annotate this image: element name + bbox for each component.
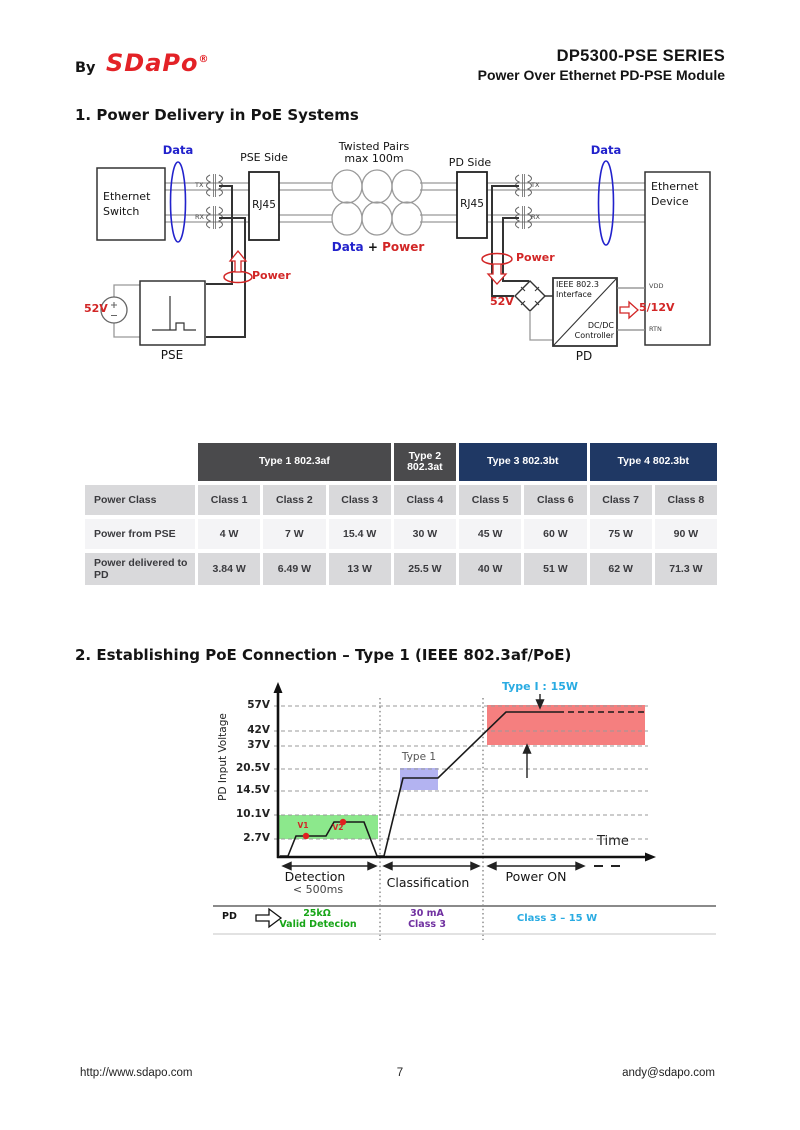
ethernet-switch-label <box>103 189 150 219</box>
power-label-right: Power <box>516 251 555 264</box>
table-row-label: Power from PSE <box>85 519 195 549</box>
y-tick-37v: 37V <box>247 739 270 751</box>
pd-power-state: Class 3 – 15 W <box>516 913 598 924</box>
ieee-interface-label <box>556 280 599 299</box>
twisted-pairs-label: Twisted Pairs <box>338 140 410 153</box>
power-ellipse-right <box>482 254 512 265</box>
table-cell: 30 W <box>394 519 456 549</box>
type-power-band-label: Type I : 15W <box>501 680 579 693</box>
y-tick-57v: 57V <box>247 699 270 711</box>
table-cell: 25.5 W <box>394 553 456 585</box>
rx-label-right: RX <box>531 213 540 221</box>
data-label-left: Data <box>162 143 194 157</box>
power-ellipse-left <box>224 272 252 283</box>
pd-class-name: Class 3 <box>408 919 446 930</box>
pd-arrow-icon <box>256 909 281 927</box>
dcdc-controller-label <box>566 321 614 340</box>
tx-label-left: TX <box>195 181 204 189</box>
ethernet-device-label <box>651 179 698 209</box>
ieee-line2: Interface <box>556 289 592 299</box>
pd-class-current: 30 mA <box>410 908 444 919</box>
y-tick-14-5v: 14.5V <box>235 784 270 796</box>
table-cell: Class 3 <box>329 485 391 515</box>
table-cell: 13 W <box>329 553 391 585</box>
pd-row-label: PD <box>222 911 237 922</box>
table-cell: 71.3 W <box>655 553 717 585</box>
marker-v2-label: V2 <box>332 823 344 832</box>
52v-label-right: 52V <box>490 295 514 308</box>
type2-header <box>394 443 456 481</box>
type3-header: Type 3 802.3bt <box>459 443 587 481</box>
y-tick-10-1v: 10.1V <box>235 808 270 820</box>
table-cell: Class 5 <box>459 485 521 515</box>
ethernet-device-line1: Ethernet <box>651 180 699 193</box>
table-cell: 4 W <box>198 519 260 549</box>
type2-header-line1: Type 2 <box>408 449 442 462</box>
phase-power-on-label: Power ON <box>505 869 567 884</box>
rx-label-left: RX <box>195 213 204 221</box>
tx-label-right: TX <box>531 181 540 189</box>
data-plus-power-label <box>332 241 425 254</box>
data-ellipse-right <box>599 161 614 245</box>
y-tick-2-7v: 2.7V <box>243 832 270 844</box>
table-cell: 7 W <box>263 519 325 549</box>
table-cell: 45 W <box>459 519 521 549</box>
marker-v1-label: V1 <box>297 821 309 830</box>
output-arrow-icon <box>620 302 638 318</box>
brand-text: SDaPo <box>106 49 199 77</box>
power-label-left: Power <box>252 269 291 282</box>
dcdc-line1: DC/DC <box>587 321 614 330</box>
power-class-table <box>85 443 717 585</box>
by-label: By <box>75 60 96 76</box>
max-100m-label: max 100m <box>344 152 404 165</box>
footer-email: andy@sdapo.com <box>622 1067 715 1079</box>
table-row-label: Power delivered to PD <box>85 553 195 585</box>
table-cell: 3.84 W <box>198 553 260 585</box>
marker-v1-dot <box>303 833 309 839</box>
type4-header: Type 4 802.3bt <box>590 443 718 481</box>
band-classification <box>400 768 438 790</box>
phase-detection-label: Detection <box>284 869 346 884</box>
table-cell: 60 W <box>524 519 586 549</box>
table-cell: 15.4 W <box>329 519 391 549</box>
ethernet-switch-line1: Ethernet <box>103 190 151 203</box>
table-cell: Class 4 <box>394 485 456 515</box>
table-cell: Class 2 <box>263 485 325 515</box>
type1-header: Type 1 802.3af <box>198 443 391 481</box>
phase-detection-note: < 500ms <box>292 883 344 896</box>
pd-label: PD <box>575 349 593 363</box>
table-row-label: Power Class <box>85 485 195 515</box>
section1-title: 1. Power Delivery in PoE Systems <box>75 106 359 124</box>
bridge-rectifier <box>515 281 553 340</box>
table-cell: 6.49 W <box>263 553 325 585</box>
output-voltage-label: 5/12V <box>639 301 675 314</box>
y-axis-label: PD Input Voltage <box>217 713 230 801</box>
twisted-pairs <box>332 170 422 235</box>
pd-detection-note: Valid Detecion <box>279 919 357 930</box>
pd-detection-value: 25kΩ <box>303 908 331 919</box>
y-tick-42v: 42V <box>247 724 270 736</box>
doc-title: DP5300-PSE SERIES <box>556 47 725 65</box>
dpp-plus: + <box>363 240 383 254</box>
rj45-right-label: RJ45 <box>460 198 484 210</box>
footer-url: http://www.sdapo.com <box>80 1067 193 1079</box>
section2-title: 2. Establishing PoE Connection – Type 1 (IEEE 802.3af/PoE) <box>75 646 572 664</box>
table-cell: 62 W <box>590 553 652 585</box>
rj45-left-label: RJ45 <box>252 199 276 211</box>
table-cell: 40 W <box>459 553 521 585</box>
pse-label: PSE <box>160 348 184 362</box>
dpp-data: Data <box>331 240 364 254</box>
band-detection <box>279 815 378 839</box>
table-cell: Class 6 <box>524 485 586 515</box>
data-label-right: Data <box>590 143 622 157</box>
table-corner-spacer <box>85 443 195 481</box>
pse-box <box>140 281 205 345</box>
table-cell: Class 8 <box>655 485 717 515</box>
phase-classification-label: Classification <box>386 875 470 890</box>
table-cell: 75 W <box>590 519 652 549</box>
table-cell: 51 W <box>524 553 586 585</box>
poe-chart <box>213 682 716 940</box>
type1-band-label: Type 1 <box>401 751 437 763</box>
x-axis-label: Time <box>597 834 629 849</box>
y-axis-arrowhead <box>274 682 283 693</box>
registered-mark: ® <box>198 54 210 65</box>
data-ellipse-left <box>171 162 186 242</box>
table-cell: 90 W <box>655 519 717 549</box>
type2-header-line2: 802.3at <box>407 461 443 473</box>
dcdc-line2: Controller <box>574 330 614 340</box>
table-cell: Class 7 <box>590 485 652 515</box>
pse-side-label: PSE Side <box>240 151 288 164</box>
x-axis-arrowhead <box>645 853 656 862</box>
phase-separators <box>380 698 483 940</box>
52v-label-left: 52V <box>84 302 108 315</box>
pd-side-label: PD Side <box>448 156 492 169</box>
vdd-label: VDD <box>649 282 664 290</box>
ethernet-device-line2: Device <box>651 195 689 208</box>
dpp-power: Power <box>382 240 425 254</box>
footer-page-number: 7 <box>396 1067 404 1079</box>
rtn-label: RTN <box>649 325 662 333</box>
brand-logo <box>106 50 209 76</box>
band-power <box>487 705 645 745</box>
y-tick-20-5v: 20.5V <box>235 762 270 774</box>
ethernet-switch-line2: Switch <box>103 205 140 218</box>
table-cell: Class 1 <box>198 485 260 515</box>
ieee-line1: IEEE 802.3 <box>556 280 599 289</box>
doc-subtitle: Power Over Ethernet PD-PSE Module <box>477 67 725 83</box>
